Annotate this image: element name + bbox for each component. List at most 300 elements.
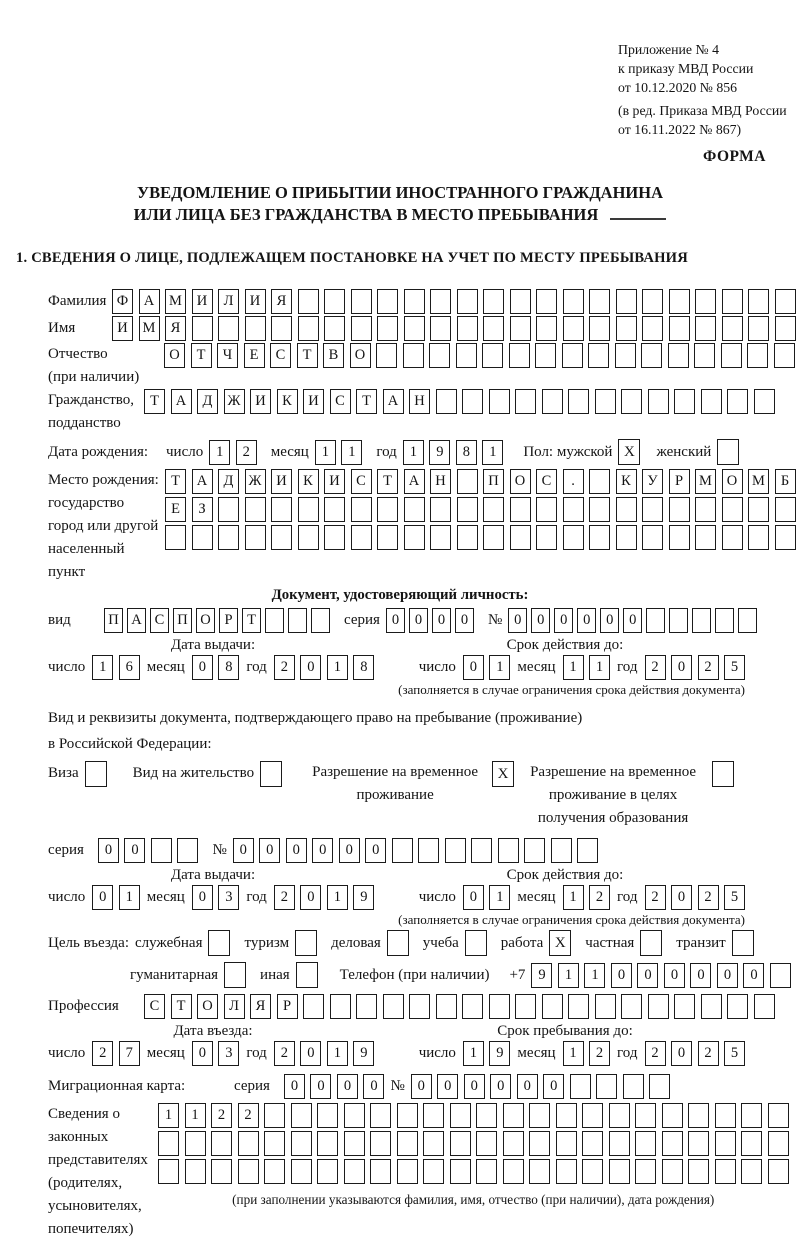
char-cell[interactable]: Ж: [245, 469, 266, 494]
char-cell[interactable]: [770, 963, 791, 988]
char-cell[interactable]: [701, 994, 722, 1019]
char-cell[interactable]: [351, 497, 372, 522]
char-cell[interactable]: [404, 289, 425, 314]
char-cell[interactable]: [423, 1159, 444, 1184]
char-cell[interactable]: [616, 289, 637, 314]
char-cell[interactable]: Я: [271, 289, 292, 314]
char-cell[interactable]: [456, 343, 477, 368]
char-cell[interactable]: [556, 1103, 577, 1128]
char-cell[interactable]: [695, 289, 716, 314]
char-cell[interactable]: [509, 343, 530, 368]
char-cell[interactable]: 5: [724, 885, 745, 910]
char-cell[interactable]: [748, 289, 769, 314]
char-cell[interactable]: Б: [775, 469, 796, 494]
female-checkbox[interactable]: [717, 439, 739, 465]
char-cell[interactable]: Я: [165, 316, 186, 341]
char-cell[interactable]: [646, 608, 665, 633]
char-cell[interactable]: [503, 1159, 524, 1184]
char-cell[interactable]: С: [144, 994, 165, 1019]
char-cell[interactable]: [423, 1103, 444, 1128]
char-cell[interactable]: [542, 994, 563, 1019]
char-cell[interactable]: [695, 497, 716, 522]
char-cell[interactable]: [218, 316, 239, 341]
char-cell[interactable]: Т: [377, 469, 398, 494]
char-cell[interactable]: [669, 289, 690, 314]
char-cell[interactable]: 9: [531, 963, 552, 988]
char-cell[interactable]: К: [616, 469, 637, 494]
char-cell[interactable]: [271, 497, 292, 522]
char-cell[interactable]: [430, 289, 451, 314]
char-cell[interactable]: [510, 316, 531, 341]
char-cell[interactable]: [476, 1103, 497, 1128]
char-cell[interactable]: [748, 316, 769, 341]
char-cell[interactable]: [768, 1103, 789, 1128]
char-cell[interactable]: Ф: [112, 289, 133, 314]
purpose-humanitarian-checkbox[interactable]: [224, 962, 246, 988]
char-cell[interactable]: 0: [124, 838, 145, 863]
char-cell[interactable]: И: [250, 389, 271, 414]
char-cell[interactable]: 1: [584, 963, 605, 988]
char-cell[interactable]: Т: [165, 469, 186, 494]
char-cell[interactable]: [457, 497, 478, 522]
char-cell[interactable]: 0: [623, 608, 642, 633]
char-cell[interactable]: [397, 1103, 418, 1128]
char-cell[interactable]: Т: [242, 608, 261, 633]
char-cell[interactable]: [529, 1103, 550, 1128]
char-cell[interactable]: П: [104, 608, 123, 633]
char-cell[interactable]: 0: [611, 963, 632, 988]
char-cell[interactable]: [264, 1103, 285, 1128]
char-cell[interactable]: [403, 343, 424, 368]
char-cell[interactable]: 1: [119, 885, 140, 910]
char-cell[interactable]: [356, 994, 377, 1019]
char-cell[interactable]: [641, 343, 662, 368]
char-cell[interactable]: Н: [409, 389, 430, 414]
char-cell[interactable]: 2: [274, 885, 295, 910]
char-cell[interactable]: П: [483, 469, 504, 494]
char-cell[interactable]: [165, 525, 186, 550]
char-cell[interactable]: [450, 1103, 471, 1128]
char-cell[interactable]: [754, 389, 775, 414]
char-cell[interactable]: С: [270, 343, 291, 368]
char-cell[interactable]: [397, 1131, 418, 1156]
char-cell[interactable]: П: [173, 608, 192, 633]
char-cell[interactable]: [151, 838, 172, 863]
char-cell[interactable]: [436, 389, 457, 414]
char-cell[interactable]: [344, 1159, 365, 1184]
char-cell[interactable]: [245, 525, 266, 550]
char-cell[interactable]: [582, 1159, 603, 1184]
char-cell[interactable]: [648, 389, 669, 414]
char-cell[interactable]: [748, 525, 769, 550]
char-cell[interactable]: И: [192, 289, 213, 314]
char-cell[interactable]: [695, 525, 716, 550]
char-cell[interactable]: [298, 497, 319, 522]
char-cell[interactable]: [741, 1131, 762, 1156]
char-cell[interactable]: И: [112, 316, 133, 341]
char-cell[interactable]: [303, 994, 324, 1019]
char-cell[interactable]: Д: [197, 389, 218, 414]
char-cell[interactable]: [589, 316, 610, 341]
char-cell[interactable]: [489, 389, 510, 414]
char-cell[interactable]: Л: [218, 289, 239, 314]
purpose-private-checkbox[interactable]: [640, 930, 662, 956]
char-cell[interactable]: 0: [664, 963, 685, 988]
char-cell[interactable]: О: [197, 994, 218, 1019]
char-cell[interactable]: 1: [341, 440, 362, 465]
char-cell[interactable]: [563, 316, 584, 341]
char-cell[interactable]: [542, 389, 563, 414]
char-cell[interactable]: [563, 289, 584, 314]
char-cell[interactable]: [457, 525, 478, 550]
char-cell[interactable]: [616, 497, 637, 522]
char-cell[interactable]: 0: [192, 655, 213, 680]
char-cell[interactable]: [324, 525, 345, 550]
char-cell[interactable]: 2: [698, 885, 719, 910]
char-cell[interactable]: [775, 316, 796, 341]
char-cell[interactable]: И: [271, 469, 292, 494]
char-cell[interactable]: 8: [353, 655, 374, 680]
char-cell[interactable]: Я: [250, 994, 271, 1019]
char-cell[interactable]: 0: [463, 655, 484, 680]
char-cell[interactable]: Т: [144, 389, 165, 414]
char-cell[interactable]: [536, 525, 557, 550]
char-cell[interactable]: [747, 343, 768, 368]
char-cell[interactable]: 2: [645, 655, 666, 680]
char-cell[interactable]: 2: [238, 1103, 259, 1128]
char-cell[interactable]: И: [303, 389, 324, 414]
char-cell[interactable]: [674, 994, 695, 1019]
char-cell[interactable]: А: [192, 469, 213, 494]
char-cell[interactable]: [694, 343, 715, 368]
char-cell[interactable]: [351, 289, 372, 314]
char-cell[interactable]: [609, 1131, 630, 1156]
char-cell[interactable]: [563, 497, 584, 522]
char-cell[interactable]: 0: [363, 1074, 384, 1099]
char-cell[interactable]: [669, 497, 690, 522]
char-cell[interactable]: [317, 1103, 338, 1128]
char-cell[interactable]: [377, 316, 398, 341]
residence-permit-checkbox[interactable]: [260, 761, 282, 787]
char-cell[interactable]: [674, 389, 695, 414]
char-cell[interactable]: [324, 289, 345, 314]
char-cell[interactable]: А: [383, 389, 404, 414]
char-cell[interactable]: 0: [671, 885, 692, 910]
char-cell[interactable]: [515, 389, 536, 414]
char-cell[interactable]: [741, 1103, 762, 1128]
char-cell[interactable]: Е: [165, 497, 186, 522]
char-cell[interactable]: И: [324, 469, 345, 494]
char-cell[interactable]: 9: [489, 1041, 510, 1066]
char-cell[interactable]: [317, 1159, 338, 1184]
char-cell[interactable]: 0: [600, 608, 619, 633]
char-cell[interactable]: О: [510, 469, 531, 494]
char-cell[interactable]: [748, 497, 769, 522]
char-cell[interactable]: 0: [286, 838, 307, 863]
purpose-official-checkbox[interactable]: [208, 930, 230, 956]
char-cell[interactable]: В: [323, 343, 344, 368]
char-cell[interactable]: [397, 1159, 418, 1184]
char-cell[interactable]: 0: [508, 608, 527, 633]
char-cell[interactable]: 3: [218, 885, 239, 910]
char-cell[interactable]: [483, 289, 504, 314]
char-cell[interactable]: 1: [558, 963, 579, 988]
char-cell[interactable]: [291, 1131, 312, 1156]
char-cell[interactable]: 0: [577, 608, 596, 633]
char-cell[interactable]: Т: [297, 343, 318, 368]
char-cell[interactable]: [445, 838, 466, 863]
char-cell[interactable]: 0: [337, 1074, 358, 1099]
char-cell[interactable]: [423, 1131, 444, 1156]
char-cell[interactable]: 8: [456, 440, 477, 465]
char-cell[interactable]: 0: [192, 1041, 213, 1066]
char-cell[interactable]: 1: [185, 1103, 206, 1128]
char-cell[interactable]: [695, 316, 716, 341]
char-cell[interactable]: [344, 1103, 365, 1128]
char-cell[interactable]: 2: [698, 1041, 719, 1066]
char-cell[interactable]: [185, 1131, 206, 1156]
char-cell[interactable]: [245, 497, 266, 522]
char-cell[interactable]: [722, 497, 743, 522]
char-cell[interactable]: [330, 994, 351, 1019]
char-cell[interactable]: 0: [517, 1074, 538, 1099]
char-cell[interactable]: [727, 994, 748, 1019]
char-cell[interactable]: [476, 1159, 497, 1184]
char-cell[interactable]: Р: [277, 994, 298, 1019]
char-cell[interactable]: 0: [690, 963, 711, 988]
char-cell[interactable]: [489, 994, 510, 1019]
char-cell[interactable]: 0: [284, 1074, 305, 1099]
char-cell[interactable]: [462, 389, 483, 414]
char-cell[interactable]: [775, 289, 796, 314]
char-cell[interactable]: [721, 343, 742, 368]
char-cell[interactable]: [568, 994, 589, 1019]
char-cell[interactable]: [642, 316, 663, 341]
char-cell[interactable]: [192, 316, 213, 341]
char-cell[interactable]: [556, 1159, 577, 1184]
char-cell[interactable]: [351, 316, 372, 341]
char-cell[interactable]: [568, 389, 589, 414]
char-cell[interactable]: [589, 497, 610, 522]
char-cell[interactable]: [669, 316, 690, 341]
char-cell[interactable]: [623, 1074, 644, 1099]
char-cell[interactable]: [536, 497, 557, 522]
char-cell[interactable]: 1: [158, 1103, 179, 1128]
char-cell[interactable]: [271, 316, 292, 341]
purpose-other-checkbox[interactable]: [296, 962, 318, 988]
char-cell[interactable]: Е: [244, 343, 265, 368]
char-cell[interactable]: М: [165, 289, 186, 314]
char-cell[interactable]: [264, 1131, 285, 1156]
char-cell[interactable]: [298, 289, 319, 314]
char-cell[interactable]: 2: [645, 885, 666, 910]
char-cell[interactable]: [192, 525, 213, 550]
char-cell[interactable]: [404, 316, 425, 341]
char-cell[interactable]: [648, 994, 669, 1019]
char-cell[interactable]: Т: [191, 343, 212, 368]
purpose-business-checkbox[interactable]: [387, 930, 409, 956]
char-cell[interactable]: 7: [119, 1041, 140, 1066]
char-cell[interactable]: Л: [224, 994, 245, 1019]
char-cell[interactable]: 9: [353, 885, 374, 910]
char-cell[interactable]: [692, 608, 711, 633]
char-cell[interactable]: [430, 316, 451, 341]
char-cell[interactable]: 0: [531, 608, 550, 633]
char-cell[interactable]: [510, 497, 531, 522]
char-cell[interactable]: .: [563, 469, 584, 494]
male-checkbox[interactable]: X: [618, 439, 640, 465]
char-cell[interactable]: 0: [437, 1074, 458, 1099]
char-cell[interactable]: [582, 1103, 603, 1128]
char-cell[interactable]: [383, 994, 404, 1019]
char-cell[interactable]: [715, 608, 734, 633]
char-cell[interactable]: [722, 316, 743, 341]
char-cell[interactable]: [370, 1159, 391, 1184]
char-cell[interactable]: [429, 343, 450, 368]
char-cell[interactable]: 5: [724, 655, 745, 680]
char-cell[interactable]: 2: [589, 1041, 610, 1066]
char-cell[interactable]: О: [350, 343, 371, 368]
purpose-tourism-checkbox[interactable]: [295, 930, 317, 956]
char-cell[interactable]: 0: [92, 885, 113, 910]
char-cell[interactable]: 0: [365, 838, 386, 863]
char-cell[interactable]: Т: [171, 994, 192, 1019]
char-cell[interactable]: [715, 1131, 736, 1156]
char-cell[interactable]: [185, 1159, 206, 1184]
char-cell[interactable]: О: [722, 469, 743, 494]
char-cell[interactable]: О: [164, 343, 185, 368]
char-cell[interactable]: 1: [327, 655, 348, 680]
char-cell[interactable]: [376, 343, 397, 368]
char-cell[interactable]: [529, 1159, 550, 1184]
char-cell[interactable]: [722, 525, 743, 550]
char-cell[interactable]: 8: [218, 655, 239, 680]
char-cell[interactable]: 2: [211, 1103, 232, 1128]
char-cell[interactable]: [635, 1159, 656, 1184]
char-cell[interactable]: [238, 1131, 259, 1156]
char-cell[interactable]: [291, 1103, 312, 1128]
char-cell[interactable]: 9: [429, 440, 450, 465]
char-cell[interactable]: [727, 389, 748, 414]
char-cell[interactable]: З: [192, 497, 213, 522]
char-cell[interactable]: [158, 1159, 179, 1184]
char-cell[interactable]: [768, 1159, 789, 1184]
char-cell[interactable]: 1: [327, 1041, 348, 1066]
char-cell[interactable]: [662, 1131, 683, 1156]
char-cell[interactable]: [436, 994, 457, 1019]
char-cell[interactable]: 2: [645, 1041, 666, 1066]
char-cell[interactable]: 0: [637, 963, 658, 988]
char-cell[interactable]: [635, 1103, 656, 1128]
char-cell[interactable]: [483, 497, 504, 522]
char-cell[interactable]: [649, 1074, 670, 1099]
char-cell[interactable]: [457, 289, 478, 314]
char-cell[interactable]: Н: [430, 469, 451, 494]
char-cell[interactable]: [418, 838, 439, 863]
char-cell[interactable]: [238, 1159, 259, 1184]
char-cell[interactable]: 1: [327, 885, 348, 910]
char-cell[interactable]: Д: [218, 469, 239, 494]
char-cell[interactable]: [288, 608, 307, 633]
char-cell[interactable]: [211, 1159, 232, 1184]
char-cell[interactable]: [264, 1159, 285, 1184]
char-cell[interactable]: [609, 1103, 630, 1128]
char-cell[interactable]: [377, 497, 398, 522]
char-cell[interactable]: М: [748, 469, 769, 494]
char-cell[interactable]: [563, 525, 584, 550]
char-cell[interactable]: 0: [717, 963, 738, 988]
char-cell[interactable]: [404, 525, 425, 550]
char-cell[interactable]: 1: [563, 1041, 584, 1066]
char-cell[interactable]: [483, 316, 504, 341]
char-cell[interactable]: 0: [339, 838, 360, 863]
visa-checkbox[interactable]: [85, 761, 107, 787]
char-cell[interactable]: [621, 389, 642, 414]
char-cell[interactable]: [377, 289, 398, 314]
char-cell[interactable]: [298, 316, 319, 341]
char-cell[interactable]: [311, 608, 330, 633]
char-cell[interactable]: 2: [92, 1041, 113, 1066]
char-cell[interactable]: [324, 497, 345, 522]
char-cell[interactable]: [589, 289, 610, 314]
char-cell[interactable]: [476, 1131, 497, 1156]
char-cell[interactable]: 1: [563, 885, 584, 910]
char-cell[interactable]: [562, 343, 583, 368]
char-cell[interactable]: 9: [353, 1041, 374, 1066]
char-cell[interactable]: [551, 838, 572, 863]
char-cell[interactable]: [688, 1131, 709, 1156]
char-cell[interactable]: 0: [233, 838, 254, 863]
char-cell[interactable]: [498, 838, 519, 863]
char-cell[interactable]: 1: [403, 440, 424, 465]
char-cell[interactable]: [588, 343, 609, 368]
char-cell[interactable]: 0: [490, 1074, 511, 1099]
char-cell[interactable]: [430, 525, 451, 550]
edu-permit-checkbox[interactable]: [712, 761, 734, 787]
char-cell[interactable]: [344, 1131, 365, 1156]
char-cell[interactable]: С: [536, 469, 557, 494]
char-cell[interactable]: [669, 608, 688, 633]
char-cell[interactable]: [503, 1131, 524, 1156]
char-cell[interactable]: [642, 497, 663, 522]
char-cell[interactable]: [503, 1103, 524, 1128]
char-cell[interactable]: [536, 289, 557, 314]
char-cell[interactable]: А: [404, 469, 425, 494]
char-cell[interactable]: [177, 838, 198, 863]
char-cell[interactable]: [616, 316, 637, 341]
char-cell[interactable]: [589, 469, 610, 494]
char-cell[interactable]: [370, 1103, 391, 1128]
char-cell[interactable]: [775, 525, 796, 550]
char-cell[interactable]: 0: [300, 1041, 321, 1066]
char-cell[interactable]: [570, 1074, 591, 1099]
char-cell[interactable]: [535, 343, 556, 368]
char-cell[interactable]: М: [695, 469, 716, 494]
char-cell[interactable]: 0: [259, 838, 280, 863]
char-cell[interactable]: 6: [119, 655, 140, 680]
temp-permit-checkbox[interactable]: X: [492, 761, 514, 787]
char-cell[interactable]: [577, 838, 598, 863]
char-cell[interactable]: 0: [409, 608, 428, 633]
char-cell[interactable]: 0: [464, 1074, 485, 1099]
char-cell[interactable]: К: [298, 469, 319, 494]
char-cell[interactable]: [536, 316, 557, 341]
char-cell[interactable]: Ж: [224, 389, 245, 414]
char-cell[interactable]: [589, 525, 610, 550]
char-cell[interactable]: А: [139, 289, 160, 314]
char-cell[interactable]: [722, 289, 743, 314]
char-cell[interactable]: О: [196, 608, 215, 633]
